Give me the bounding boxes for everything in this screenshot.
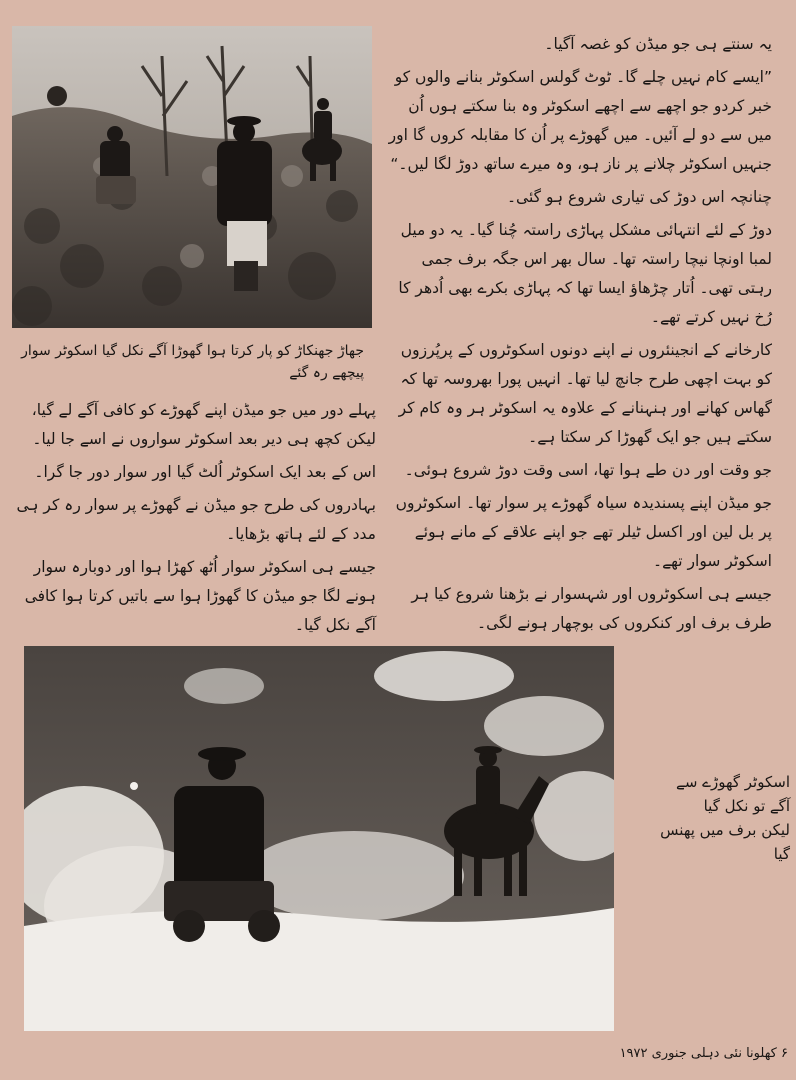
caption-line: لیکن برف میں پھنس گیا xyxy=(660,821,790,863)
paragraph: کارخانے کے انجینئروں نے اپنے دونوں اسکوٹروں کے پرپُرزوں کو بہت اچھی طرح جانچ لیا تھا۔ انہیں پورا بھروسہ تھا کہ گھاس کھانے اور ہنہنانے کے علاوہ یہ اسکوٹر ہر وہ کام کر سکتے ہیں جو ایک گھوڑا کر سکتا ہے۔ xyxy=(398,341,772,446)
paragraph: دوڑ کے لئے انتہائی مشکل پہاڑی راستہ چُنا گیا۔ یہ دو میل لمبا اونچا نیچا راستہ تھا۔ سال بھر اس جگہ برف جمی رہتی تھی۔ اُتار چڑھاؤ ایسا تھا کہ پہاڑی بکرے بھی اُدھر کا رُخ نہیں کرتے تھے۔ xyxy=(398,221,772,326)
article-left-column xyxy=(14,396,376,644)
paragraph: جیسے ہی اسکوٹر سوار اُٹھ کھڑا ہوا اور دوبارہ سوار ہونے لگا جو میڈن کا گھوڑا ہوا سے باتیں کرتا ہوا کافی آگے نکل گیا۔ xyxy=(24,558,376,634)
caption-line: آگے تو نکل گیا xyxy=(703,797,790,815)
paragraph: بہادروں کی طرح جو میڈن نے گھوڑے پر سوار رہ کر ہی مدد کے لئے ہاتھ بڑھایا۔ xyxy=(16,496,376,543)
bottom-photo-caption xyxy=(640,770,790,866)
paragraph: جو میڈن اپنے پسندیدہ سیاہ گھوڑے پر سوار تھا۔ اسکوٹروں پر بل لین اور اکسل ٹیلر تھے جو اپنے علاقے کے مانے ہوئے اسکوٹر سوار تھے۔ xyxy=(395,494,772,570)
paragraph: جیسے ہی اسکوٹروں اور شہسوار نے بڑھنا شروع کیا ہر طرف برف اور کنکروں کی بوچھار ہونے لگی۔ xyxy=(411,585,772,632)
top-photo-caption: جھاڑ جھنکاڑ کو پار کرتا ہوا گھوڑا آگے نکل گیا اسکوٹر سوار پیچھے رہ گئے xyxy=(21,343,364,381)
paragraph: چنانچہ اس دوڑ کی تیاری شروع ہو گئی۔ xyxy=(506,188,772,206)
article-right-column xyxy=(384,30,772,642)
paragraph: یہ سنتے ہی جو میڈن کو غصہ آگیا۔ xyxy=(544,35,772,53)
photo-snow-race xyxy=(24,646,614,1031)
paragraph: ”ایسے کام نہیں چلے گا۔ ٹوٹ گولس اسکوٹر بنانے والوں کو خبر کردو جو اچھے سے اچھے اسکوٹر وہ بنا سکتے ہوں اُن میں سے دو لے آئیں۔ میں گھوڑے پر اُن کا مقابلہ کروں گا اور جنہیں اسکوٹر چلانے پر ناز ہو، وہ میرے ساتھ دوڑ لگا لیں۔“ xyxy=(388,68,772,173)
paragraph: پہلے دور میں جو میڈن اپنے گھوڑے کو کافی آگے لے گیا، لیکن کچھ ہی دیر بعد اسکوٹر سواروں نے اسے جا لیا۔ xyxy=(31,401,376,448)
page-footer: ۶ کھلونا نئی دہلی جنوری ۱۹۷۲ xyxy=(619,1046,788,1061)
caption-line: اسکوٹر گھوڑے سے xyxy=(676,773,790,791)
photo-riders-brushland xyxy=(12,26,372,328)
paragraph: جو وقت اور دن طے ہوا تھا، اسی وقت دوڑ شروع ہوئی۔ xyxy=(404,461,772,479)
paragraph: اس کے بعد ایک اسکوٹر اُلٹ گیا اور سوار دور جا گرا۔ xyxy=(34,463,376,481)
